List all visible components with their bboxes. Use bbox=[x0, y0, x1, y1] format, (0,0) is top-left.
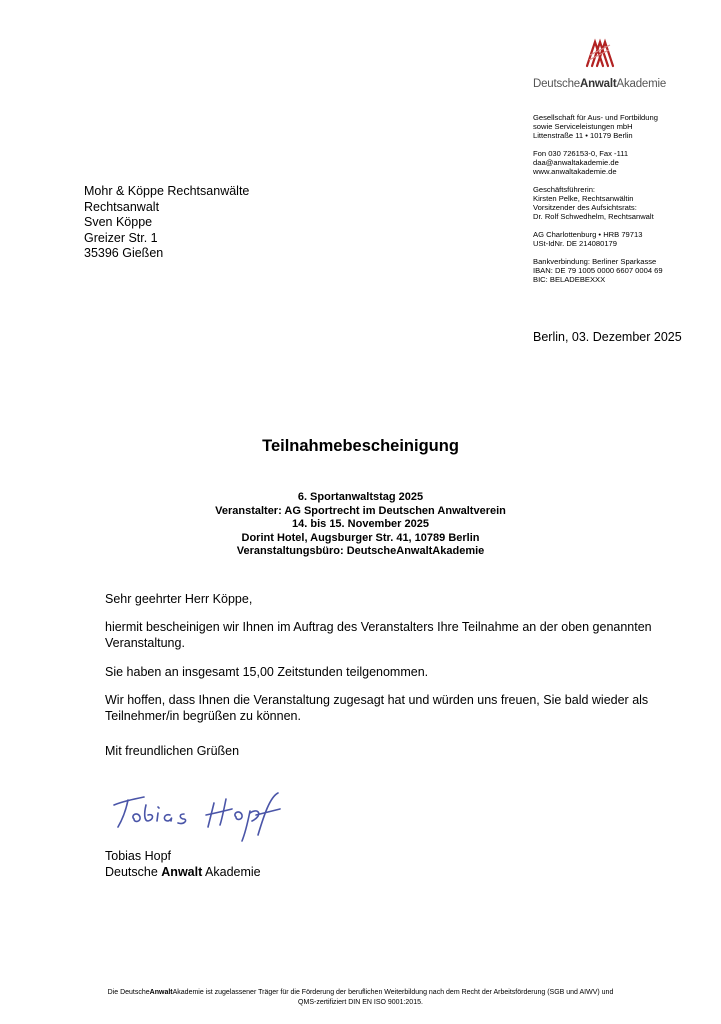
event-office: Veranstaltungsbüro: DeutscheAnwaltAkademie bbox=[236, 545, 485, 558]
company-line: sowie Serviceleistungen mbH bbox=[533, 122, 633, 131]
recipient-line: Mohr & Köppe Rechtsanwälte bbox=[84, 184, 250, 198]
paragraph: Sie haben an insgesamt 15,00 Zeitstunden teilgenommen. bbox=[105, 665, 429, 679]
signer-block bbox=[105, 849, 261, 880]
recipient-address bbox=[84, 184, 249, 262]
company-logo bbox=[533, 36, 693, 96]
management-line: Dr. Rolf Schwedhelm, Rechtsanwalt bbox=[533, 212, 654, 221]
recipient-line: Rechtsanwalt bbox=[84, 199, 160, 214]
event-name: 6. Sportanwaltstag 2025 bbox=[297, 491, 424, 503]
company-address-block bbox=[533, 113, 713, 140]
bank-line: Bankverbindung: Berliner Sparkasse bbox=[533, 257, 657, 266]
recipient-line: 35396 Gießen bbox=[84, 246, 164, 260]
footer-line: QMS-zertifiziert DIN EN ISO 9001:2015. bbox=[298, 998, 423, 1006]
bank-line: IBAN: DE 79 1005 0000 6607 0004 69 bbox=[533, 266, 663, 275]
event-dates: 14. bis 15. November 2025 bbox=[292, 518, 429, 531]
company-contact-block bbox=[533, 149, 713, 176]
paragraph: Wir hoffen, dass Ihnen die Veranstaltung zugesagt hat und würden uns freuen, Sie bald wieder als Teilnehmer/in begrüßen zu können. bbox=[105, 693, 649, 723]
bank-line: BIC: BELADEBEXXX bbox=[533, 275, 606, 284]
recipient-line: Greizer Str. 1 bbox=[84, 230, 158, 245]
event-venue: Dorint Hotel, Augsburger Str. 41, 10789 Berlin bbox=[241, 531, 480, 544]
registry-line: AG Charlottenburg • HRB 79713 bbox=[533, 230, 643, 239]
event-organizer: Veranstalter: AG Sportrecht im Deutschen Anwaltverein bbox=[215, 504, 506, 517]
stacked-arrows-logo-icon bbox=[583, 36, 617, 70]
letter-date: Berlin, 03. Dezember 2025 bbox=[533, 330, 682, 344]
footer-line: Die DeutscheAnwaltAkademie ist zugelassener Träger für die Förderung der beruflichen Weiterbildung nach dem Recht der Arbeitsförderung (SGB und AIWV) und bbox=[107, 989, 614, 996]
website-link[interactable]: www.anwaltakademie.de bbox=[533, 167, 617, 176]
closing-phrase: Mit freundlichen Grüßen bbox=[105, 744, 240, 758]
company-info bbox=[533, 113, 713, 293]
logo-wordmark: DeutscheAnwaltAkademie bbox=[533, 78, 667, 90]
salutation: Sehr geehrter Herr Köppe, bbox=[105, 592, 253, 606]
recipient-line: Sven Köppe bbox=[84, 215, 153, 229]
footer-note bbox=[40, 988, 681, 1007]
phone-fax: Fon 030 726153-0, Fax -111 bbox=[533, 149, 629, 158]
event-details bbox=[0, 491, 721, 559]
company-management-block bbox=[533, 185, 713, 221]
signer-name: Tobias Hopf bbox=[105, 849, 172, 863]
handwritten-signature bbox=[100, 775, 290, 847]
company-bank-block bbox=[533, 257, 713, 284]
management-line: Vorsitzender des Aufsichtsrats: bbox=[533, 203, 637, 212]
paragraph: hiermit bescheinigen wir Ihnen im Auftrag des Veranstalters Ihre Teilnahme an der oben genannten Veranstaltung. bbox=[105, 620, 652, 650]
company-line: Littenstraße 11 • 10179 Berlin bbox=[533, 131, 633, 140]
company-registry-block bbox=[533, 230, 713, 248]
letter-body bbox=[105, 591, 665, 724]
registry-line: USt-IdNr. DE 214080179 bbox=[533, 239, 618, 248]
email-link[interactable]: daa@anwaltakademie.de bbox=[533, 158, 619, 167]
signer-organization: Deutsche Anwalt Akademie bbox=[105, 864, 261, 879]
document-title: Teilnahmebescheinigung bbox=[262, 437, 459, 455]
management-line: Kirsten Pelke, Rechtsanwältin bbox=[533, 194, 634, 203]
company-line: Gesellschaft für Aus- und Fortbildung bbox=[533, 113, 658, 122]
management-line: Geschäftsführerin: bbox=[533, 185, 596, 194]
